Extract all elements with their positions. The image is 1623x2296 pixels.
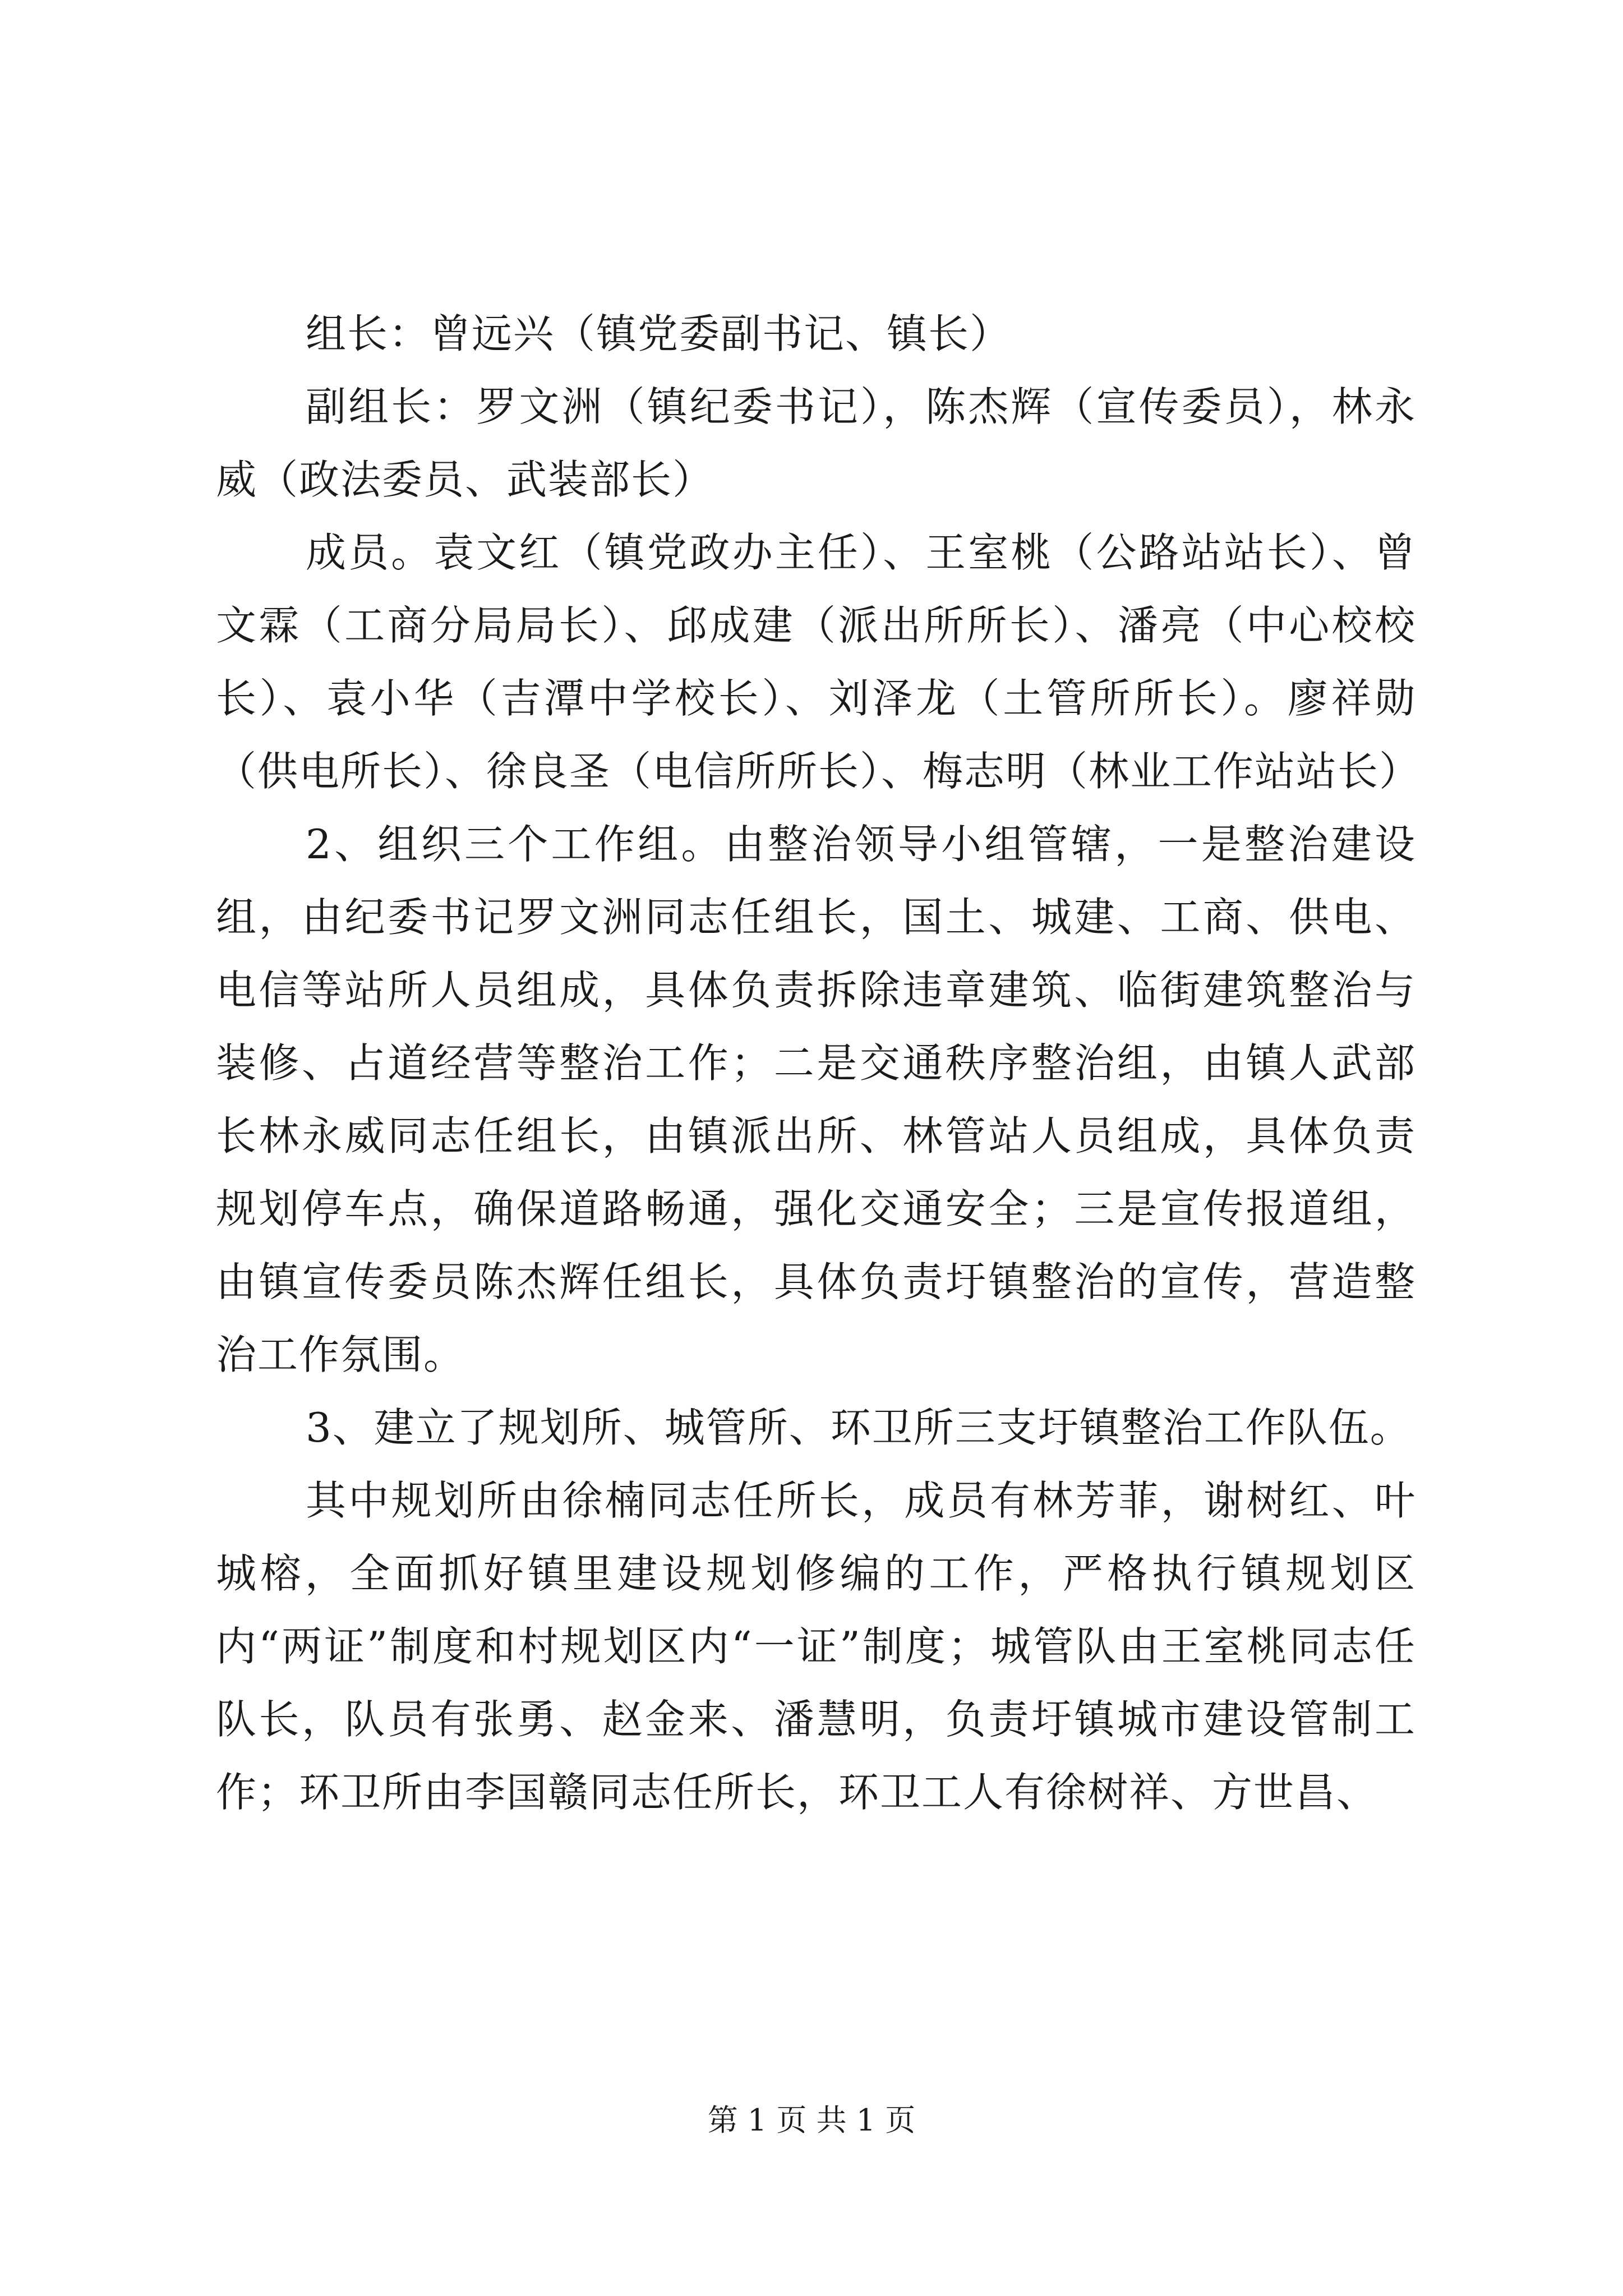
document-body: [216, 297, 1421, 1829]
paragraph-work-teams: 3、建立了规划所、城管所、环卫所三支圩镇整治工作队伍。: [306, 1404, 1412, 1451]
paragraph-team-details: 其中规划所由徐楠同志任所长，成员有林芳菲，谢树红、叶城榕，全面抓好镇里建设规划修编的工作，严格执行镇规划区内“两证”制度和村规划区内“一证”制度；城管队由王室桃同志任队长，队员有张勇、赵金来、潘慧明，负责圩镇城市建设管制工作；环卫所由李国赣同志任所长，环卫工人有徐树祥、方世昌、: [216, 1477, 1416, 1816]
paragraph-work-groups: 2、组织三个工作组。由整治领导小组管辖，一是整治建设组，由纪委书记罗文洲同志任组长，国土、城建、工商、供电、电信等站所人员组成，具体负责拆除违章建筑、临街建筑整治与装修、占道经营等整治工作；二是交通秩序整治组，由镇人武部长林永威同志任组长，由镇派出所、林管站人员组成，具体负责规划停车点，确保道路畅通，强化交通安全；三是宣传报道组，由镇宣传委员陈杰辉任组长，具体负责圩镇整治的宣传，营造整治工作氛围。: [216, 821, 1416, 1378]
page-footer: 第 1 页 共 1 页: [707, 2102, 916, 2138]
paragraph-deputy-leaders: 副组长：罗文洲（镇纪委书记），陈杰辉（宣传委员），林永威（政法委员、武装部长）: [216, 383, 1416, 503]
paragraph-members: 成员。袁文红（镇党政办主任）、王室桃（公路站站长）、曾文霖（工商分局局长）、邱成建（派出所所长）、潘亮（中心校校长）、袁小华（吉潭中学校长）、刘泽龙（土管所所长）。廖祥勋（供电所长）、徐良圣（电信所所长）、梅志明（林业工作站站长）: [216, 529, 1421, 795]
paragraph-group-leader: 组长：曾远兴（镇党委副书记、镇长）: [306, 310, 1012, 357]
